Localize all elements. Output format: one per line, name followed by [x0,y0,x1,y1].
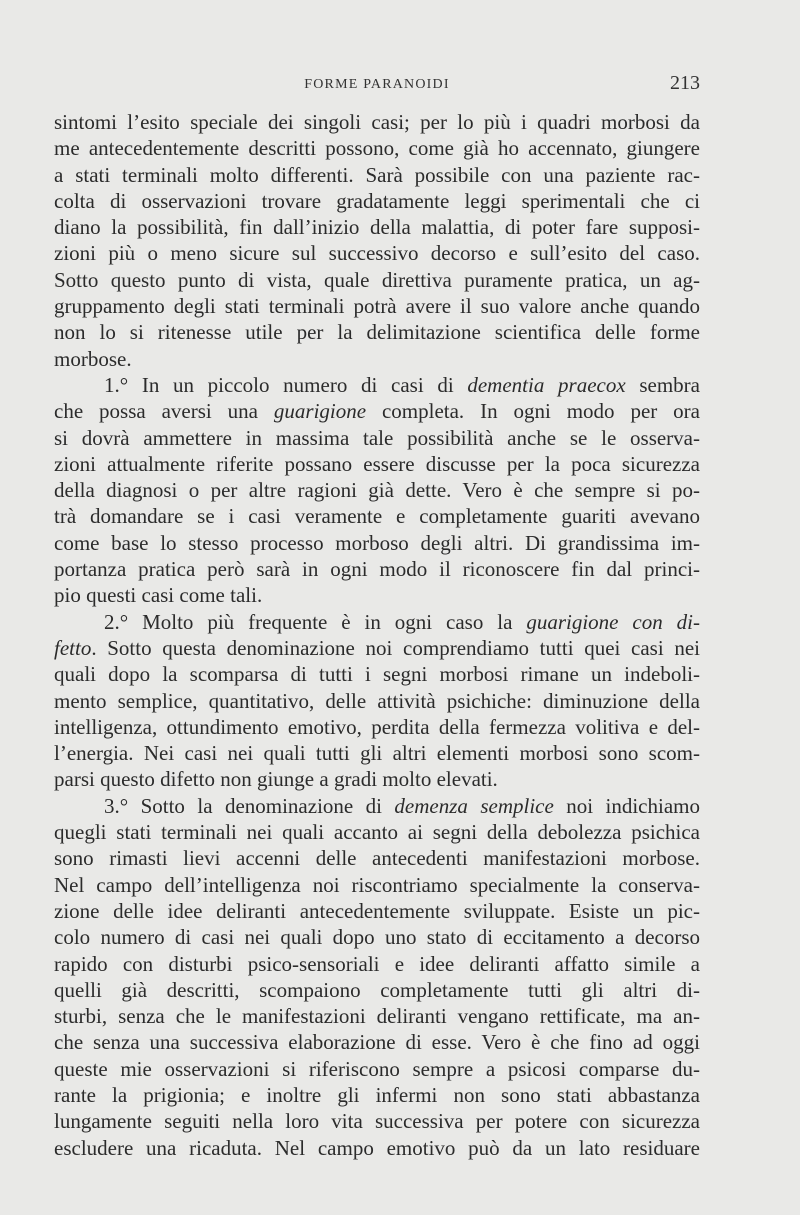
text-line: rante la prigionia; e inoltre gli infermi non sono stati abbastanza [54,1082,700,1107]
text-line: sturbi, senza che le manifestazioni deliranti vengano rettificate, ma an- [54,1004,700,1029]
text-line: l’energia. Nei casi nei quali tutti gli altri elementi morbosi sono scom- [54,741,700,766]
text-line: quali dopo la scomparsa di tutti i segni morbosi rimane un indeboli- [54,662,700,687]
running-head: FORME PARANOIDI [304,77,450,92]
page-header [54,72,700,100]
paragraph [54,372,700,609]
paragraph [54,793,700,1161]
text-line: morbose. [54,346,132,371]
text-line: fetto. Sotto questa denominazione noi comprendiamo tutti quei casi nei [54,635,700,660]
text-line: come base lo stesso processo morboso degli altri. Di grandissima im- [54,530,700,555]
text-line: intelligenza, ottundimento emotivo, perdita della fermezza volitiva e del- [54,714,700,739]
text-line: queste mie osservazioni si riferiscono sempre a psicosi comparse du- [54,1056,700,1081]
body-text [54,109,700,1161]
text-line: zione delle idee deliranti antecedentemente sviluppate. Esiste un pic- [54,898,700,923]
text-line: che senza una successiva elaborazione di esse. Vero è che fino ad oggi [54,1030,700,1055]
text-line: Sotto questo punto di vista, quale direttiva puramente pratica, un ag- [54,267,700,292]
text-line: si dovrà ammettere in massima tale possibilità anche se le osserva- [54,425,700,450]
text-line: 1.° In un piccolo numero di casi di dementia praecox sembra [104,372,700,397]
text-line: zioni più o meno sicure sul successivo decorso e sull’esito del caso. [54,241,700,266]
text-line: non lo si ritenesse utile per la delimitazione scientifica delle forme [54,320,700,345]
text-line: gruppamento degli stati terminali potrà avere il suo valore anche quando [54,294,700,319]
text-line: parsi questo difetto non giunge a gradi molto elevati. [54,767,498,792]
page-number: 213 [670,72,700,94]
text-line: sintomi l’esito speciale dei singoli casi; per lo più i quadri morbosi da [54,110,700,134]
text-line: me antecedentemente descritti possono, come già ho accennato, giungere [54,136,700,161]
text-line: quegli stati terminali nei quali accanto ai segni della debolezza psichica [54,820,700,845]
paragraph [54,609,700,793]
text-line: della diagnosi o per altre ragioni già dette. Vero è che sempre si po- [54,478,700,503]
text-line: quelli già descritti, scompaiono completamente tutti gli altri di- [54,977,700,1002]
text-line: escludere una ricaduta. Nel campo emotivo può da un lato residuare [54,1135,700,1160]
text-line: 3.° Sotto la denominazione di demenza semplice noi indichiamo [104,793,700,818]
text-line: mento semplice, quantitativo, delle attività psichiche: diminuzione della [54,688,700,713]
text-line: che possa aversi una guarigione completa. In ogni modo per ora [54,399,700,424]
text-line: sono rimasti lievi accenni delle antecedenti manifestazioni morbose. [54,846,700,871]
text-line: 2.° Molto più frequente è in ogni caso la guarigione con di- [104,609,700,634]
text-line: pio questi casi come tali. [54,583,263,608]
text-line: colo numero di casi nei quali dopo uno stato di eccitamento a decorso [54,925,700,950]
text-line: portanza pratica però sarà in ogni modo il riconoscere fin dal princi- [54,557,700,582]
text-line: zioni attualmente riferite possano essere discusse per la poca sicurezza [54,451,700,476]
paragraph [54,109,700,372]
text-line: trà domandare se i casi veramente e completamente guariti avevano [54,504,700,529]
text-line: Nel campo dell’intelligenza noi riscontriamo specialmente la conserva- [54,872,700,897]
text-line: a stati terminali molto differenti. Sarà possibile con una paziente rac- [54,162,700,187]
text-line: rapido con disturbi psico-sensoriali e idee deliranti affatto simile a [54,951,700,976]
text-line: lungamente seguiti nella loro vita successiva per potere con sicurezza [54,1109,700,1134]
text-line: diano la possibilità, fin dall’inizio della malattia, di poter fare supposi- [54,215,700,240]
text-line: colta di osservazioni trovare gradatamente leggi sperimentali che ci [54,188,700,213]
